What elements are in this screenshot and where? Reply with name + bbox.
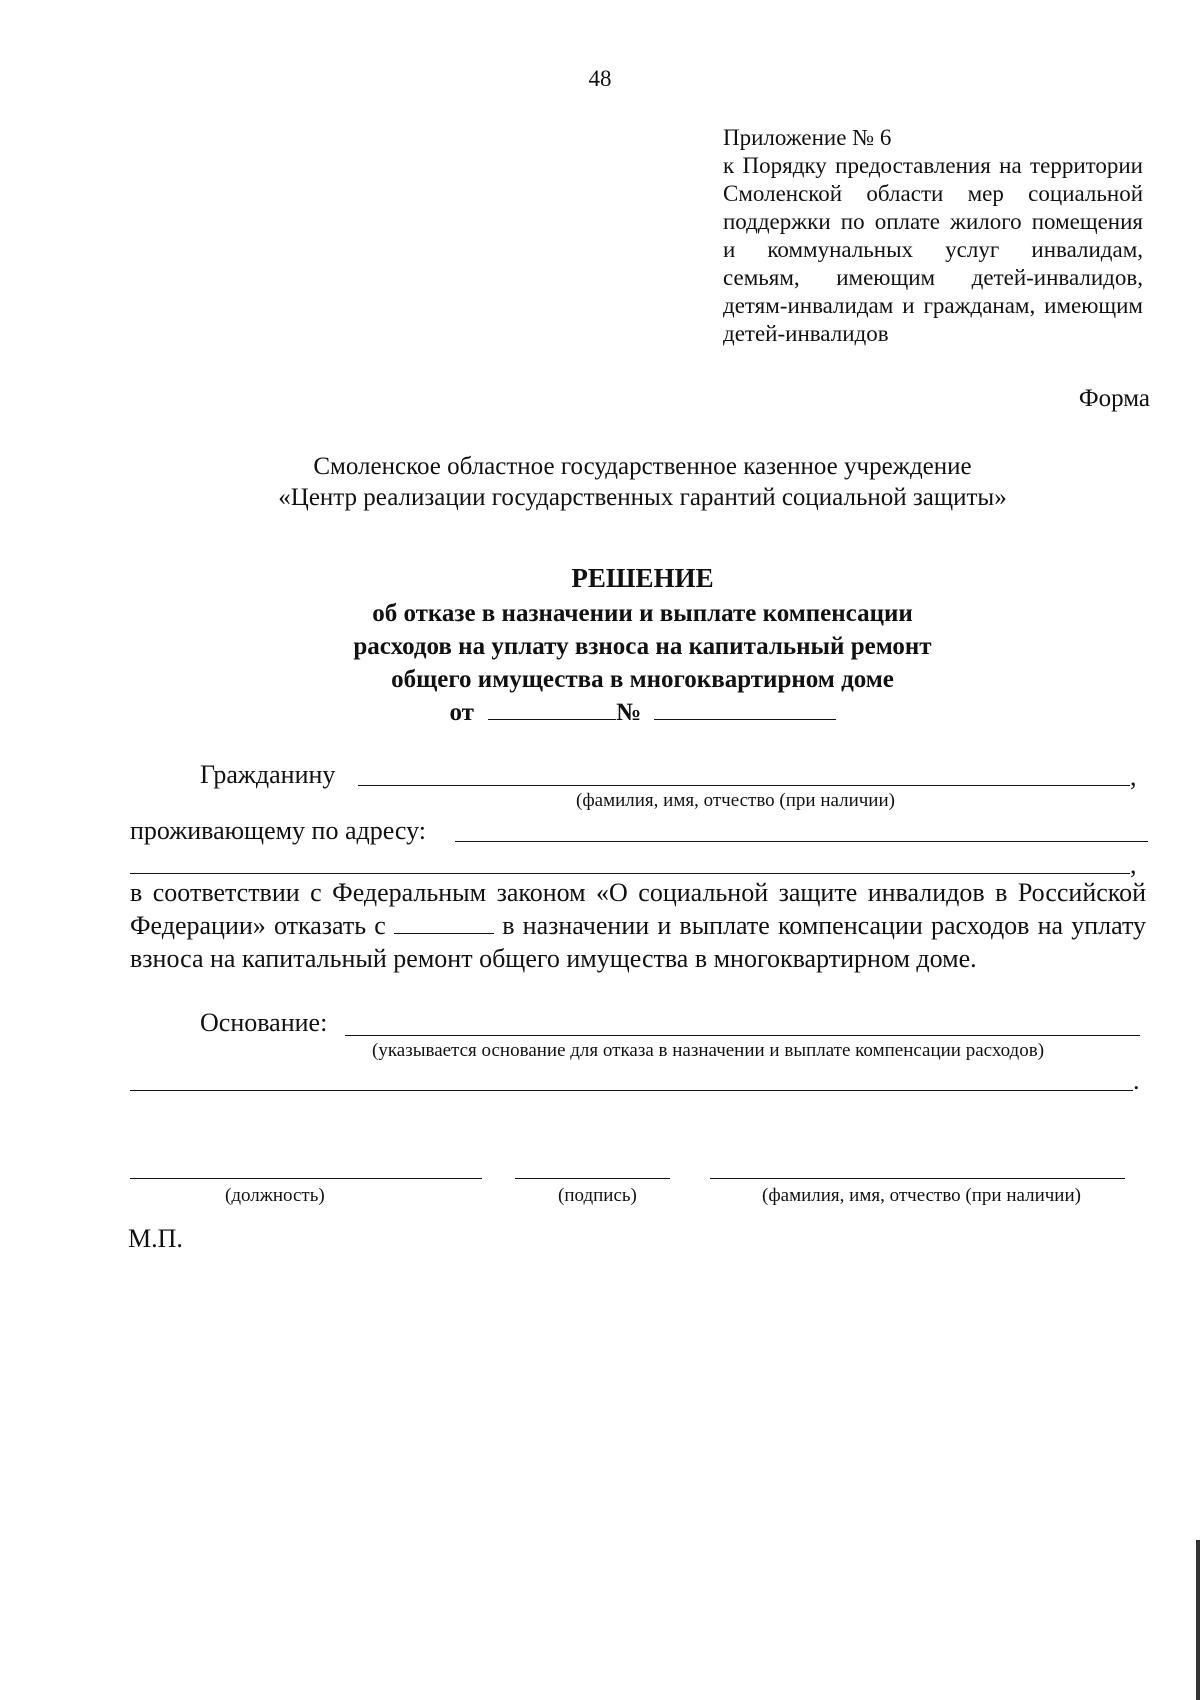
decision-subtitle-line-2: расходов на уплату взноса на капитальный ремонт [353, 633, 932, 660]
address-field-line-2[interactable] [130, 873, 1130, 874]
refusal-paragraph [130, 876, 1146, 975]
basis-field-line-1[interactable] [345, 1035, 1140, 1036]
decision-heading [0, 563, 1200, 696]
scan-edge-mark [1196, 1540, 1200, 1700]
refusal-text-end: в назначении и выплате компенсации расходов на уплату взноса на капитальный ремонт общего имущества в многоквартирном доме. [130, 911, 1147, 973]
decision-subtitle-line-3: общего имущества в многоквартирном доме [391, 666, 894, 693]
stamp-place-label: М.П. [128, 1224, 183, 1253]
institution-line-1: Смоленское областное государственное казенное учреждение [313, 453, 972, 480]
citizen-trailing-comma: , [1130, 762, 1137, 791]
basis-label: Основание: [200, 1008, 328, 1037]
basis-field-line-2[interactable] [130, 1090, 1133, 1091]
refusal-date-field[interactable] [394, 911, 494, 934]
address-label: проживающему по адресу: [130, 816, 427, 845]
decision-date-field[interactable] [488, 693, 616, 720]
number-label: № [616, 699, 642, 726]
institution-name [0, 451, 1200, 513]
address-field-line-1[interactable] [455, 841, 1148, 842]
appendix-title: Приложение № 6 [723, 125, 892, 150]
appendix-block [723, 124, 1143, 348]
address-trailing-comma: , [1130, 850, 1137, 879]
decision-date-number-line [0, 693, 1200, 729]
decision-subtitle-line-1: об отказе в назначении и выплате компенсации [372, 600, 913, 627]
institution-line-2: «Центр реализации государственных гарантий социальной защиты» [278, 484, 1007, 511]
basis-trailing-period: . [1133, 1066, 1140, 1095]
page-number: 48 [588, 66, 612, 91]
refusal-text-start: в соответствии с Федеральным законом «О социальной защите инвалидов в Российской Федерации» отказать с [130, 878, 1146, 940]
name-caption: (фамилия, имя, отчество (при наличии) [762, 1185, 1081, 1206]
decision-number-field[interactable] [654, 693, 836, 720]
name-signature-line[interactable] [710, 1178, 1125, 1179]
date-label: от [449, 699, 474, 726]
appendix-body: к Порядку предоставления на территории Смоленской области мер социальной поддержки по оплате жилого помещения и коммунальных услуг инвалидам, семьям, имеющим детей-инвалидов, детям-инвалидам и гражданам, имеющим детей-инвалидов [723, 153, 1143, 346]
position-signature-line[interactable] [130, 1178, 482, 1179]
decision-title: РЕШЕНИЕ [571, 563, 714, 593]
basis-caption: (указывается основание для отказа в назначении и выплате компенсации расходов) [372, 1040, 1045, 1061]
form-label: Форма [1078, 385, 1150, 412]
citizen-name-caption: (фамилия, имя, отчество (при наличии) [576, 790, 895, 811]
signature-line[interactable] [515, 1178, 670, 1179]
signature-caption: (подпись) [558, 1185, 637, 1206]
citizen-name-field[interactable] [358, 785, 1130, 786]
position-caption: (должность) [225, 1185, 325, 1206]
citizen-label: Гражданину [200, 760, 336, 789]
